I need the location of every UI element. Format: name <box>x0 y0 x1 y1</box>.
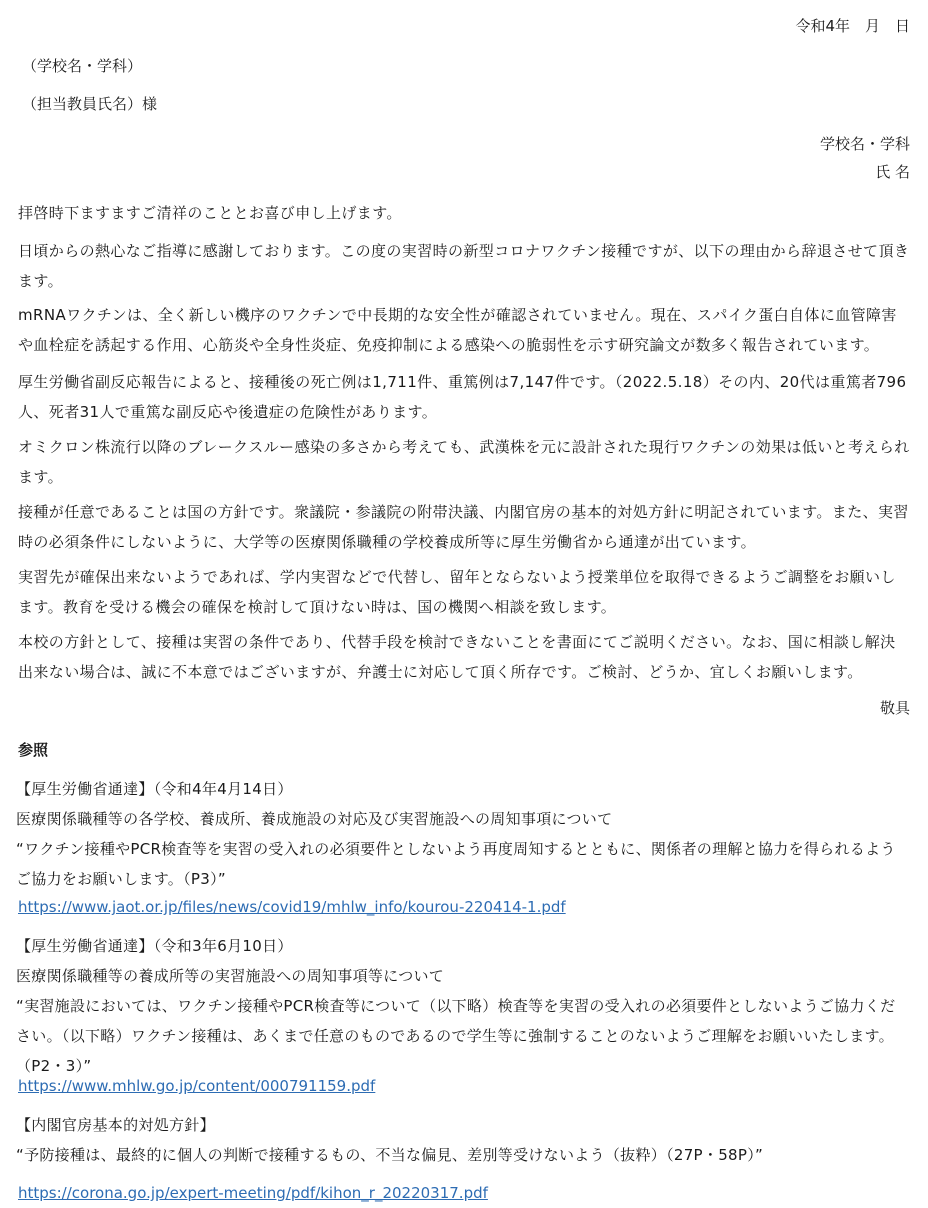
reference-source: 【厚生労働省通達】（令和4年4月14日） <box>16 780 293 798</box>
reference-quote: “ワクチン接種やPCR検査等を実習の受入れの必須要件としないよう再度周知するとともに、関係者の理解と協力を得られるようご協力をお願いします。（P3）” <box>16 840 896 888</box>
reference-link[interactable]: https://www.mhlw.go.jp/content/000791159.pdf <box>18 1077 376 1095</box>
body-paragraph: 厚生労働省副反応報告によると、接種後の死亡例は1,711件、重篤例は7,147件です。（2022.5.18）その内、20代は重篤者796人、死者31人で重篤な副反応や後遺症の危険性があります。 <box>18 373 907 421</box>
reference-quote: “実習施設においては、ワクチン接種やPCR検査等について（以下略）検査等を実習の受入れの必須要件としないようご協力ください。（以下略）ワクチン接種は、あくまで任意のものであるので学生等に強制することのないようご理解をお願いいたします。（P2・3）” <box>16 997 896 1075</box>
closing-remark: 敬具 <box>879 699 910 717</box>
reference-quote: “予防接種は、最終的に個人の判断で接種するもの、不当な偏見、差別等受けないよう（抜粋）（27P・58P）” <box>16 1146 764 1164</box>
reference-item <box>16 931 910 1081</box>
sender-name: 氏 名 <box>875 163 910 181</box>
reference-item <box>16 774 910 894</box>
body-paragraph: 日頃からの熱心なご指導に感謝しております。この度の実習時の新型コロナワクチン接種ですが、以下の理由から辞退させて頂きます。 <box>18 242 910 290</box>
recipient-teacher: （担当教員氏名）様 <box>22 95 158 113</box>
references-heading: 参照 <box>18 741 49 759</box>
body-paragraph: 本校の方針として、接種は実習の条件であり、代替手段を検討できないことを書面にてご説明ください。なお、国に相談し解決出来ない場合は、誠に不本意ではございますが、弁護士に対応して頂く所存です。ご検討、どうか、宜しくお願いします。 <box>18 633 896 681</box>
reference-source: 【厚生労働省通達】（令和3年6月10日） <box>16 937 293 955</box>
reference-source: 【内閣官房基本的対処方針】 <box>16 1116 215 1134</box>
reference-link[interactable]: https://corona.go.jp/expert-meeting/pdf/kihon_r_20220317.pdf <box>18 1184 488 1202</box>
reference-title: 医療関係職種等の養成所等の実習施設への周知事項等について <box>16 967 445 985</box>
body-paragraph: 接種が任意であることは国の方針です。衆議院・参議院の附帯決議、内閣官房の基本的対処方針に明記されています。また、実習時の必須条件にしないように、大学等の医療関係職種の学校養成所等に厚生労働省から通達が出ています。 <box>18 503 909 551</box>
letter-date: 令和4年 月 日 <box>795 17 910 35</box>
reference-title: 医療関係職種等の各学校、養成所、養成施設の対応及び実習施設への周知事項について <box>16 810 613 828</box>
reference-link[interactable]: https://www.jaot.or.jp/files/news/covid19/mhlw_info/kourou-220414-1.pdf <box>18 898 566 916</box>
sender-school: 学校名・学科 <box>819 135 910 153</box>
body-paragraph: 実習先が確保出来ないようであれば、学内実習などで代替し、留年とならないよう授業単位を取得できるようご調整をお願いします。教育を受ける機会の確保を検討して頂けない時は、国の機関へ相談を致します。 <box>18 568 896 616</box>
reference-item <box>16 1110 910 1170</box>
body-paragraph: mRNAワクチンは、全く新しい機序のワクチンで中長期的な安全性が確認されていません。現在、スパイク蛋白自体に血管障害や血栓症を誘起する作用、心筋炎や全身性炎症、免疫抑制による感染への脆弱性を示す研究論文が数多く報告されています。 <box>18 306 897 354</box>
recipient-school: （学校名・学科） <box>22 57 143 75</box>
greeting-paragraph: 拝啓時下ますますご清祥のこととお喜び申し上げます。 <box>18 204 402 222</box>
body-paragraph: オミクロン株流行以降のブレークスルー感染の多さから考えても、武漢株を元に設計された現行ワクチンの効果は低いと考えられます。 <box>18 438 910 486</box>
